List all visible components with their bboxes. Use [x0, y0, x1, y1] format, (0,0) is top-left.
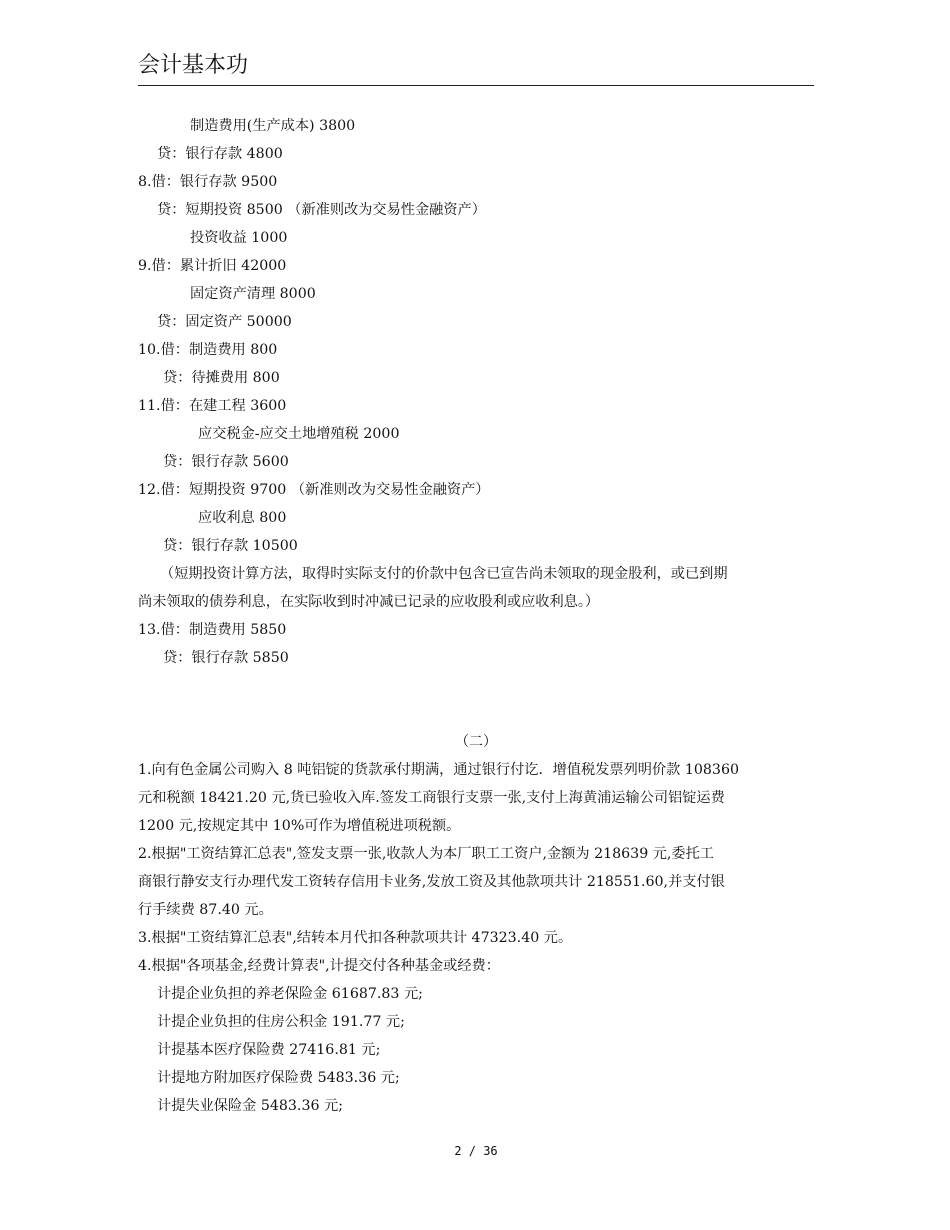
entry-line: 制造费用(生产成本) 3800 — [190, 118, 356, 134]
entry-line: 贷：银行存款 10500 — [163, 538, 298, 554]
entry-line: 应交税金-应交土地增殖税 2000 — [198, 426, 400, 442]
paragraph-line: 计提企业负担的住房公积金 191.77 元; — [157, 1014, 405, 1030]
entry-line: 9.借：累计折旧 42000 — [138, 258, 287, 274]
entry-line: 贷：短期投资 8500 （新准则改为交易性金融资产） — [157, 202, 486, 218]
entry-line: 贷：固定资产 50000 — [157, 314, 292, 330]
entry-line: 贷：银行存款 5850 — [163, 650, 289, 666]
paragraph-line: 计提失业保险金 5483.36 元; — [157, 1098, 343, 1114]
entry-line: 贷：银行存款 4800 — [157, 146, 283, 162]
entry-line: 8.借：银行存款 9500 — [138, 174, 278, 190]
entry-line: 13.借：制造费用 5850 — [138, 622, 287, 638]
paragraph-line: 计提基本医疗保险费 27416.81 元; — [157, 1042, 381, 1058]
note-line: （短期投资计算方法，取得时实际支付的价款中包含已宣告尚未领取的现金股利，或已到期 — [160, 566, 728, 582]
entry-line: 11.借：在建工程 3600 — [138, 398, 287, 414]
paragraph-line: 行手续费 87.40 元。 — [138, 902, 273, 918]
entry-line: 贷：银行存款 5600 — [163, 454, 289, 470]
header-divider — [138, 85, 814, 86]
entry-line: 投资收益 1000 — [190, 230, 288, 246]
paragraph-line: 1200 元,按规定其中 10%可作为增值税进项税额。 — [138, 818, 461, 834]
note-line: 尚未领取的债券利息，在实际收到时冲减已记录的应收股利或应收利息。） — [138, 594, 600, 610]
page-header-title: 会计基本功 — [138, 53, 249, 78]
entry-line: 应收利息 800 — [198, 510, 287, 526]
entry-line: 12.借：短期投资 9700 （新准则改为交易性金融资产） — [138, 482, 490, 498]
paragraph-line: 计提企业负担的养老保险金 61687.83 元; — [157, 986, 423, 1002]
paragraph-line: 商银行静安支行办理代发工资转存信用卡业务,发放工资及其他款项共计 218551.60,并支付银 — [138, 874, 725, 890]
paragraph-line: 3.根据"工资结算汇总表",结转本月代扣各种款项共计 47323.40 元。 — [138, 930, 573, 946]
entry-line: 贷：待摊费用 800 — [163, 370, 280, 386]
paragraph-line: 4.根据"各项基金,经费计算表",计提交付各种基金或经费： — [138, 958, 500, 974]
paragraph-line: 1.向有色金属公司购入 8 吨铝锭的货款承付期满，通过银行付讫．增值税发票列明价款 108360 — [138, 762, 740, 778]
paragraph-line: 2.根据"工资结算汇总表",签发支票一张,收款人为本厂职工工资户,金额为 218639 元,委托工 — [138, 846, 714, 862]
paragraph-line: 计提地方附加医疗保险费 5483.36 元; — [157, 1070, 400, 1086]
page-number: 2 / 36 — [454, 1144, 498, 1158]
entry-line: 固定资产清理 8000 — [190, 286, 316, 302]
section-heading: （二） — [455, 734, 497, 750]
entry-line: 10.借：制造费用 800 — [138, 342, 278, 358]
paragraph-line: 元和税额 18421.20 元,货已验收入库.签发工商银行支票一张,支付上海黄浦运输公司铝锭运费 — [138, 790, 725, 806]
